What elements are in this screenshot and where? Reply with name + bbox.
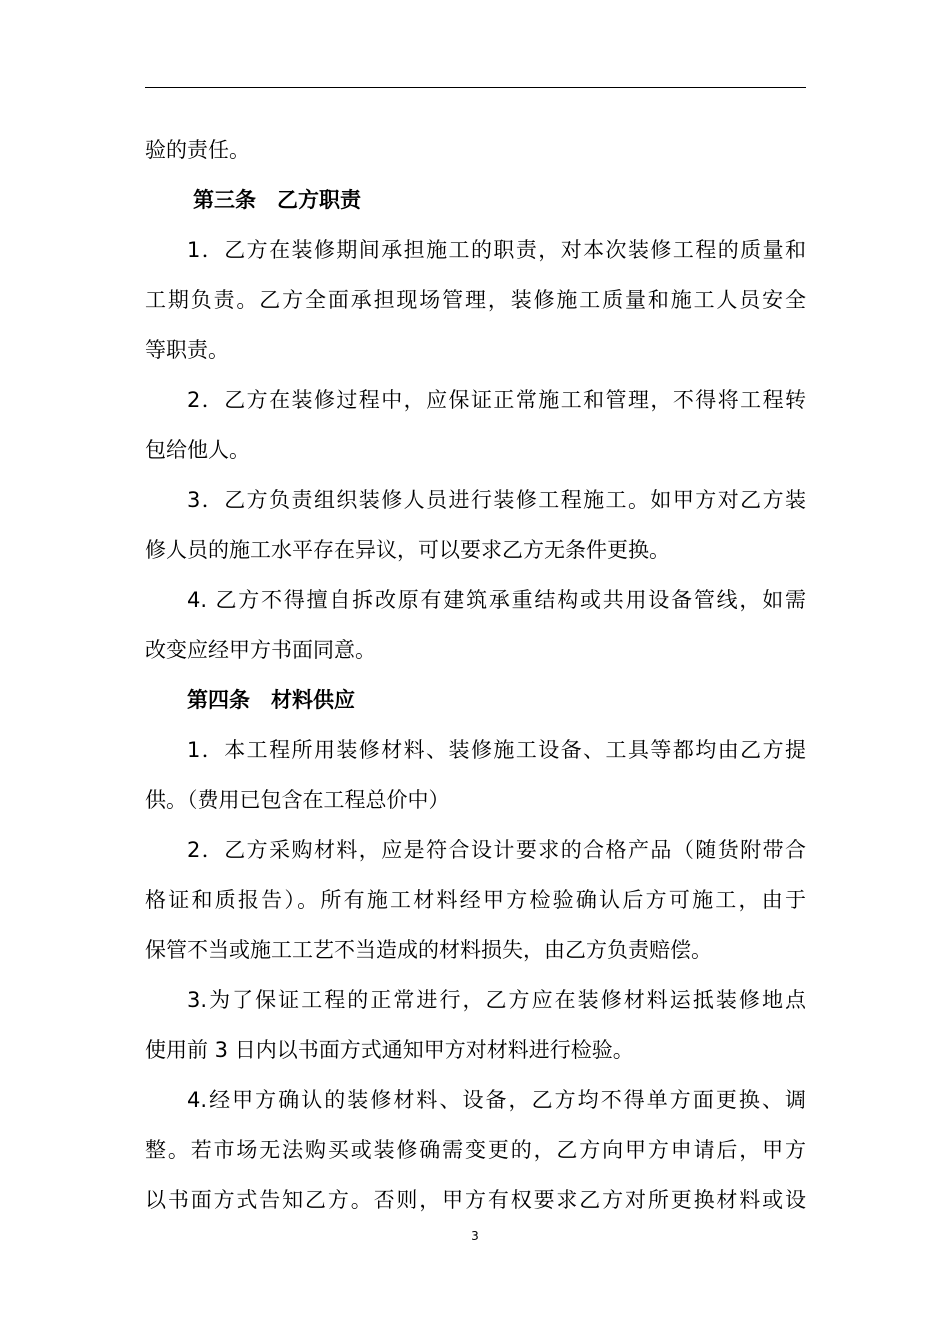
text-line: 改变应经甲方书面同意。 [145,638,376,662]
text-line: 1．乙方在装修期间承担施工的职责，对本次装修工程的质量和 [187,238,806,262]
text-line: 3.为了保证工程的正常进行，乙方应在装修材料运抵装修地点 [187,988,806,1012]
text-line: 等职责。 [145,338,229,362]
text-line: 供。（费用已包含在工程总价中） [145,788,450,812]
text-line: 包给他人。 [145,438,250,462]
text-line: 4.经甲方确认的装修材料、设备，乙方均不得单方面更换、调 [187,1088,806,1112]
text-line: 工期负责。乙方全面承担现场管理，装修施工质量和施工人员安全 [145,288,806,312]
text-line: 保管不当或施工工艺不当造成的材料损失，由乙方负责赔偿。 [145,938,712,962]
text-line: 3．乙方负责组织装修人员进行装修工程施工。如甲方对乙方装 [187,488,806,512]
text-line: 1．本工程所用装修材料、装修施工设备、工具等都均由乙方提 [187,738,806,762]
text-line: 使用前 3 日内以书面方式通知甲方对材料进行检验。 [145,1038,634,1062]
section-heading: 第四条 材料供应 [187,688,355,712]
text-line: 2．乙方在装修过程中，应保证正常施工和管理，不得将工程转 [187,388,806,412]
text-line: 2．乙方采购材料，应是符合设计要求的合格产品（随货附带合 [187,838,806,862]
text-line: 4. 乙方不得擅自拆改原有建筑承重结构或共用设备管线，如需 [187,588,806,612]
page-number: 3 [471,1229,479,1243]
text-line: 整。若市场无法购买或装修确需变更的，乙方向甲方申请后，甲方 [145,1138,806,1162]
section-heading: 第三条 乙方职责 [193,188,361,212]
text-line: 格证和质报告）。所有施工材料经甲方检验确认后方可施工，由于 [145,888,806,912]
text-line: 验的责任。 [145,138,250,162]
text-line: 以书面方式告知乙方。否则，甲方有权要求乙方对所更换材料或设 [145,1188,806,1212]
header-rule [145,87,806,88]
text-line: 修人员的施工水平存在异议，可以要求乙方无条件更换。 [145,538,670,562]
